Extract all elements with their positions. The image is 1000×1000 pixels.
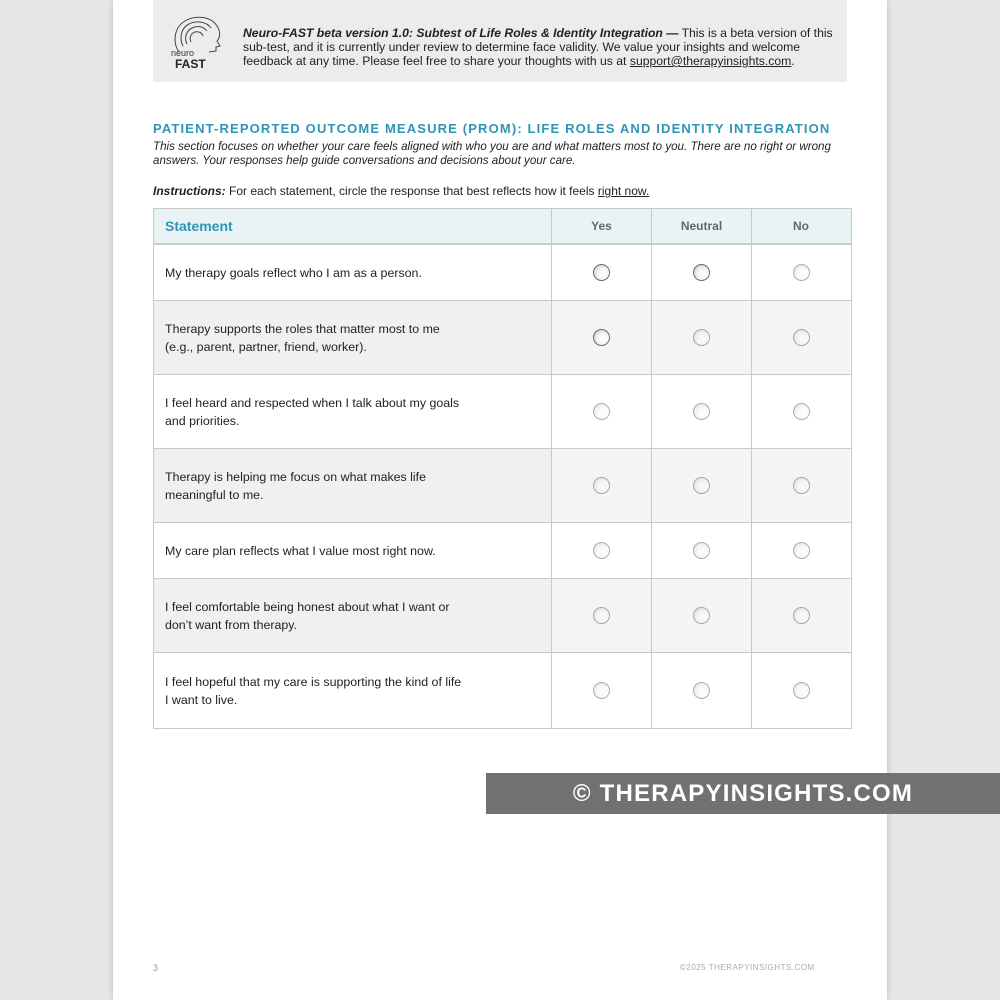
neutral-cell (651, 245, 751, 300)
yes-radio[interactable] (593, 403, 610, 420)
yes-cell (551, 523, 651, 578)
yes-radio[interactable] (593, 477, 610, 494)
support-email-link[interactable]: support@therapyinsights.com (629, 54, 792, 68)
no-radio[interactable] (793, 607, 810, 624)
statement-cell (154, 375, 551, 448)
yes-cell (551, 301, 651, 374)
statement-line-2: (e.g., parent, partner, friend, worker). (165, 339, 367, 354)
no-radio[interactable] (793, 329, 810, 346)
logo-neuro-text: neuro (171, 48, 195, 58)
table-row (154, 448, 851, 522)
neutral-cell (651, 449, 751, 522)
neutral-radio[interactable] (693, 607, 710, 624)
footer-copyright: ©2025 THERAPYINSIGHTS.COM (680, 963, 815, 972)
yes-radio[interactable] (593, 682, 610, 699)
yes-cell (551, 375, 651, 448)
header-yes: Yes (551, 209, 651, 243)
no-cell (751, 579, 850, 652)
no-cell (751, 653, 850, 728)
copyright-watermark: © THERAPYINSIGHTS.COM (486, 773, 1000, 814)
statement-cell (154, 449, 551, 522)
neutral-radio[interactable] (693, 542, 710, 559)
yes-cell (551, 653, 651, 728)
header-no: No (751, 209, 850, 243)
table-row (154, 300, 851, 374)
yes-cell (551, 245, 651, 300)
table-row (154, 522, 851, 578)
neuro-fast-logo (171, 14, 233, 72)
statement-line-1: I feel comfortable being honest about what I want or (165, 599, 450, 614)
statement-cell (154, 523, 551, 578)
logo-fast-text: FAST (175, 57, 206, 71)
banner-end: . (791, 54, 795, 68)
document-page (113, 0, 887, 1000)
no-radio[interactable] (793, 403, 810, 420)
statement-line-2: don’t want from therapy. (165, 617, 298, 632)
statement-line-1: My care plan reflects what I value most right now. (165, 543, 436, 558)
neutral-cell (651, 375, 751, 448)
statement-line-1: I feel hopeful that my care is supporting the kind of life (165, 674, 462, 689)
statement-line-1: Therapy is helping me focus on what makes life (165, 469, 427, 484)
table-row (154, 374, 851, 448)
no-cell (751, 375, 850, 448)
beta-banner (153, 0, 847, 82)
yes-radio[interactable] (593, 264, 610, 281)
instructions-emphasis: right now. (597, 184, 650, 198)
statement-cell (154, 653, 551, 728)
statement-line-1: I feel heard and respected when I talk about my goals (165, 395, 460, 410)
neutral-cell (651, 301, 751, 374)
table-row (154, 578, 851, 652)
no-radio[interactable] (793, 682, 810, 699)
neutral-radio[interactable] (693, 682, 710, 699)
statement-line-1: Therapy supports the roles that matter most to me (165, 321, 440, 336)
page-number: 3 (153, 963, 159, 973)
section-intro: This section focuses on whether your care feels aligned with who you are and what matters most to you. There are no right or wrong answers. Your responses help guide conversations and decisions about your care. (153, 140, 831, 167)
statement-cell (154, 245, 551, 300)
banner-title: Neuro-FAST beta version 1.0: Subtest of Life Roles & Identity Integration — (243, 26, 679, 40)
yes-radio[interactable] (593, 329, 610, 346)
statement-cell (154, 579, 551, 652)
statement-line-2: and priorities. (165, 413, 240, 428)
banner-text (243, 26, 839, 68)
banner-body: This is a beta version of this sub-test, and it is currently under review to determine face validity. We value your insights and welcome feedback at any time. Please feel free to share your thoughts with us at (243, 26, 833, 68)
no-cell (751, 449, 850, 522)
header-statement: Statement (165, 218, 233, 234)
instructions-text: For each statement, circle the response that best reflects how it feels (225, 184, 598, 198)
table-row (154, 244, 851, 300)
yes-radio[interactable] (593, 607, 610, 624)
no-cell (751, 301, 850, 374)
neutral-radio[interactable] (693, 264, 710, 281)
neutral-cell (651, 523, 751, 578)
no-cell (751, 245, 850, 300)
no-radio[interactable] (793, 542, 810, 559)
header-neutral: Neutral (651, 209, 751, 243)
neutral-cell (651, 653, 751, 728)
no-cell (751, 523, 850, 578)
no-radio[interactable] (793, 264, 810, 281)
neutral-radio[interactable] (693, 477, 710, 494)
statement-line-2: I want to live. (165, 692, 238, 707)
statement-cell (154, 301, 551, 374)
table-row (154, 652, 851, 728)
prom-table (153, 208, 852, 729)
neutral-radio[interactable] (693, 403, 710, 420)
neutral-cell (651, 579, 751, 652)
statement-line-2: meaningful to me. (165, 487, 264, 502)
no-radio[interactable] (793, 477, 810, 494)
statement-line-1: My therapy goals reflect who I am as a person. (165, 265, 422, 280)
neutral-radio[interactable] (693, 329, 710, 346)
yes-cell (551, 579, 651, 652)
table-header (154, 209, 851, 244)
instructions (153, 184, 843, 198)
instructions-label: Instructions: (153, 184, 226, 198)
section-title: PATIENT-REPORTED OUTCOME MEASURE (PROM): LIFE ROLES AND IDENTITY INTEGRATION (153, 121, 831, 136)
yes-radio[interactable] (593, 542, 610, 559)
yes-cell (551, 449, 651, 522)
